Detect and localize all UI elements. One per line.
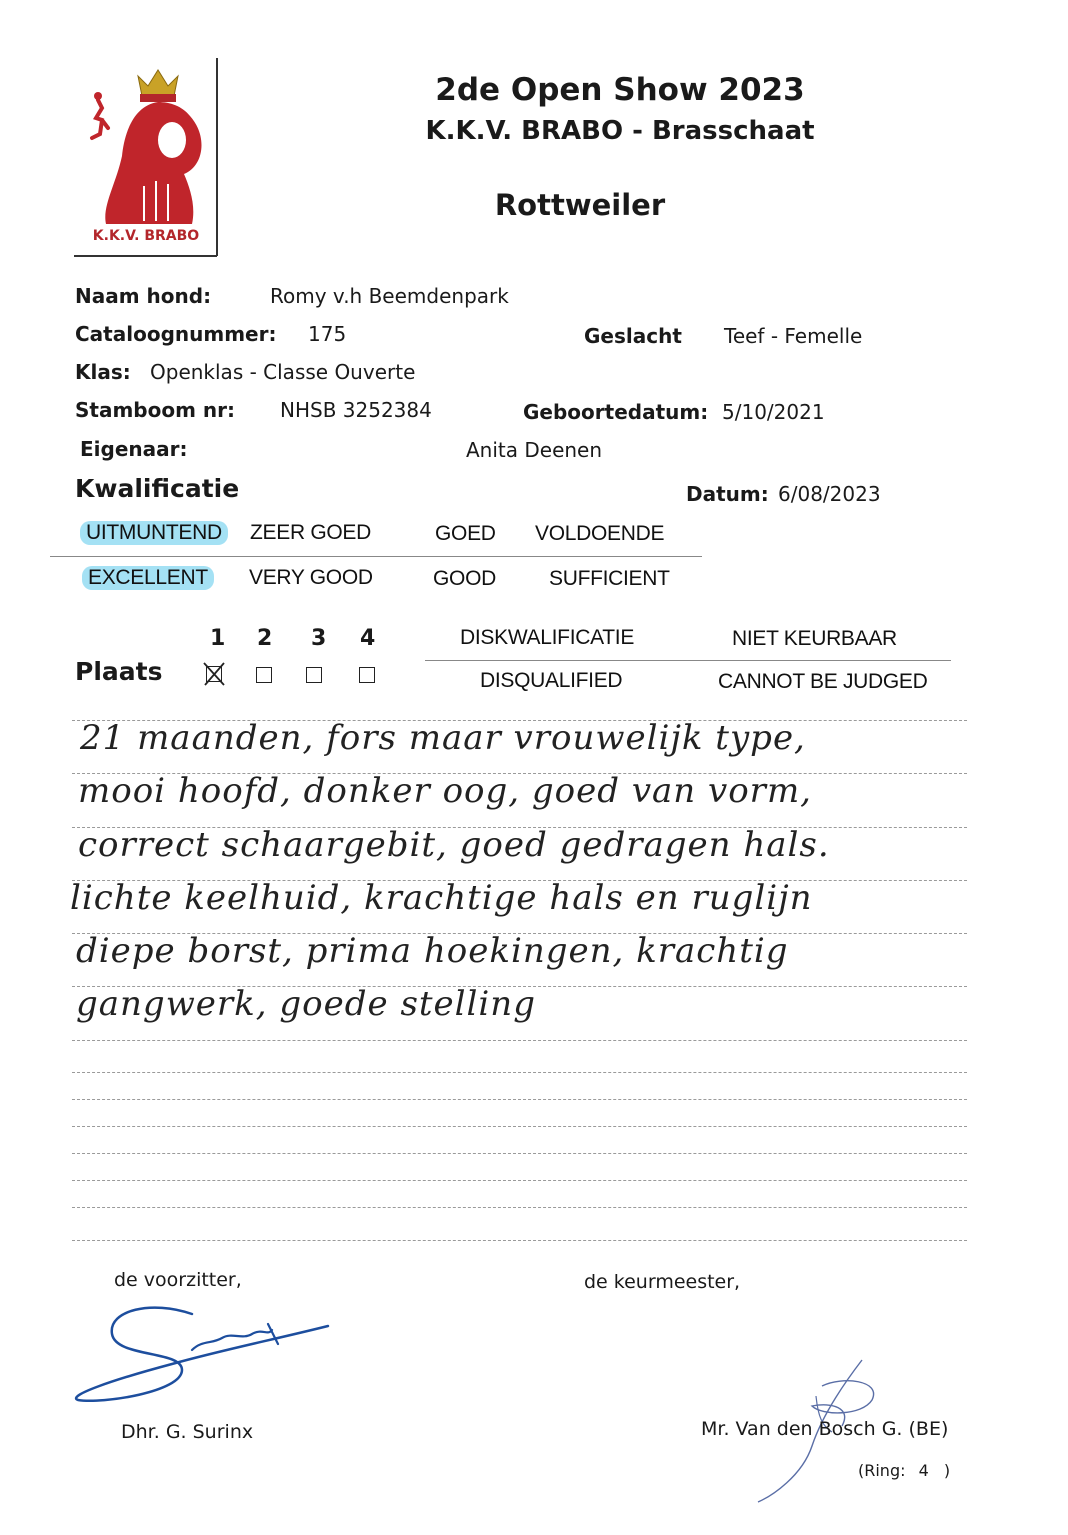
- ring-indicator: [858, 1461, 950, 1480]
- qual-divider: [50, 556, 702, 557]
- qual-excellent[interactable]: EXCELLENT: [82, 566, 214, 590]
- geslacht-label: Geslacht: [584, 324, 682, 348]
- stamboom-value: NHSB 3252384: [280, 398, 432, 422]
- show-title: 2de Open Show 2023: [435, 72, 805, 108]
- catalog-label: Cataloognummer:: [75, 322, 277, 346]
- organizer-title: K.K.V. BRABO - Brasschaat: [425, 116, 815, 146]
- ruled-line: [72, 1072, 967, 1073]
- ring-close: ): [943, 1461, 951, 1480]
- voorzitter-signature: [72, 1300, 334, 1412]
- ruled-line: [72, 1180, 967, 1181]
- qual-very-good[interactable]: VERY GOOD: [249, 566, 373, 589]
- catalog-value: 175: [308, 322, 347, 346]
- place-number-2: 2: [257, 626, 273, 651]
- kwalificatie-heading: Kwalificatie: [75, 474, 240, 503]
- geslacht-value: Teef - Femelle: [724, 324, 863, 348]
- place-number-1: 1: [210, 626, 226, 651]
- ruled-line: [72, 1099, 967, 1100]
- datum-label: Datum:: [686, 482, 769, 506]
- logo-text: K.K.V. BRABO: [92, 228, 200, 244]
- disqualified[interactable]: DISQUALIFIED: [480, 669, 623, 692]
- critique-line-3: correct schaargebit, goed gedragen hals.: [78, 825, 830, 865]
- place-number-3: 3: [311, 626, 327, 651]
- naam-label: Naam hond:: [75, 284, 212, 308]
- geboorte-label: Geboortedatum:: [523, 400, 709, 424]
- qual-uitmuntend[interactable]: UITMUNTEND: [80, 521, 228, 545]
- diskwalificatie[interactable]: DISKWALIFICATIE: [460, 626, 635, 649]
- keurmeester-name: Mr. Van den Bosch G. (BE): [701, 1418, 949, 1440]
- datum-value: 6/08/2023: [778, 482, 881, 506]
- klas-label: Klas:: [75, 360, 131, 384]
- klas-value: Openklas - Classe Ouverte: [150, 360, 416, 384]
- keurmeester-label: de keurmeester,: [584, 1271, 741, 1293]
- plaats-label: Plaats: [75, 657, 163, 686]
- ruled-line: [72, 1126, 967, 1127]
- eigenaar-value: Anita Deenen: [466, 438, 603, 462]
- cannot-be-judged[interactable]: CANNOT BE JUDGED: [718, 670, 928, 693]
- ring-label: (Ring:: [858, 1461, 906, 1480]
- niet-keurbaar[interactable]: NIET KEURBAAR: [732, 627, 897, 650]
- voorzitter-name: Dhr. G. Surinx: [121, 1421, 254, 1443]
- place-number-4: 4: [360, 626, 376, 651]
- qual-sufficient[interactable]: SUFFICIENT: [549, 567, 670, 590]
- ruled-line: [72, 1040, 967, 1041]
- geboorte-value: 5/10/2021: [722, 400, 825, 424]
- breed-title: Rottweiler: [494, 188, 666, 222]
- ruled-line: [72, 1240, 967, 1241]
- qual-zeer-goed[interactable]: ZEER GOED: [250, 521, 371, 544]
- qual-goed[interactable]: GOED: [435, 522, 496, 545]
- place-checkbox-3[interactable]: [306, 667, 322, 683]
- checked-x-icon: [202, 661, 226, 687]
- voorzitter-label: de voorzitter,: [114, 1269, 242, 1291]
- qual-voldoende[interactable]: VOLDOENDE: [535, 522, 665, 545]
- naam-value: Romy v.h Beemdenpark: [270, 284, 509, 308]
- ruled-line: [72, 1207, 967, 1208]
- place-checkbox-1[interactable]: [206, 666, 222, 682]
- place-checkbox-4[interactable]: [359, 667, 375, 683]
- eigenaar-label: Eigenaar:: [80, 437, 188, 461]
- ruled-line: [72, 1153, 967, 1154]
- critique-line-2: mooi hoofd, donker oog, goed van vorm,: [78, 771, 812, 811]
- ring-value: 4: [918, 1461, 929, 1480]
- stamboom-label: Stamboom nr:: [75, 398, 235, 422]
- critique-line-5: diepe borst, prima hoekingen, krachtig: [76, 931, 789, 971]
- critique-line-1: 21 maanden, fors maar vrouwelijk type,: [80, 718, 806, 758]
- critique-line-6: gangwerk, goede stelling: [76, 984, 536, 1024]
- disq-divider: [425, 660, 951, 661]
- critique-line-4: lichte keelhuid, krachtige hals en ruglijn: [70, 878, 813, 918]
- place-checkbox-2[interactable]: [256, 667, 272, 683]
- qual-good[interactable]: GOOD: [433, 567, 496, 590]
